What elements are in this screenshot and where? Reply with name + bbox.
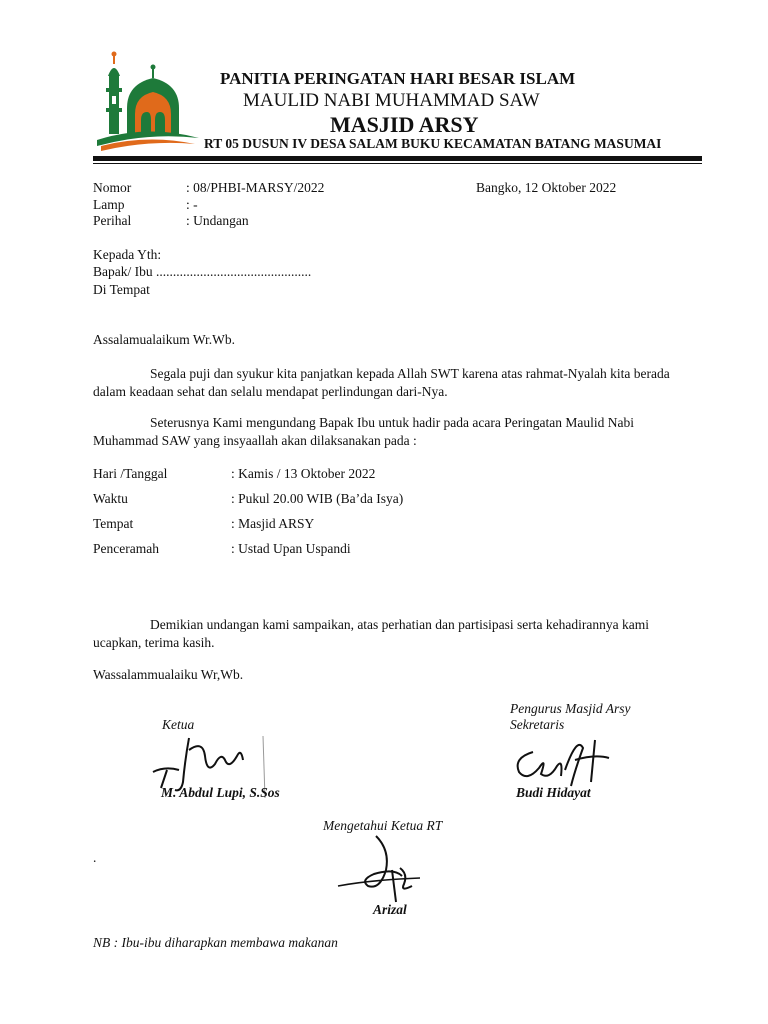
dot-marker: . [93,850,97,865]
detail-value-date: : Kamis / 13 Oktober 2022 [231,466,376,481]
recipient-line3: Di Tempat [93,282,150,297]
detail-label-speaker: Penceramah [93,541,159,556]
paragraph-1: Segala puji dan syukur kita panjatkan kepada Allah SWT karena atas rahmat-Nyalah kita berada dalam keadaan sehat dan selalu mendapat perlindungan dari-Nya. [93,366,670,399]
ketua-name: M. Abdul Lupi, S.Sos [161,785,280,800]
letterhead-title: MASJID ARSY [330,112,479,137]
letterhead-divider-thick [93,156,702,161]
sekretaris-title: Sekretaris [510,717,565,732]
lamp-value: : - [186,197,198,212]
detail-label-time: Waktu [93,491,128,506]
place-date: Bangko, 12 Oktober 2022 [476,180,617,195]
detail-value-place: : Masjid ARSY [231,516,315,531]
paragraph-2: Seterusnya Kami mengundang Bapak Ibu untuk hadir pada acara Peringatan Maulid Nabi Muhammad SAW yang insyaallah akan dilaksanakan pada : [93,415,634,448]
note: NB : Ibu-ibu diharapkan membawa makanan [93,935,338,950]
ketua-rt-signature [330,830,440,910]
lamp-label: Lamp [93,197,125,212]
greeting: Assalamualaikum Wr.Wb. [93,332,236,347]
perihal-label: Perihal [93,213,132,228]
sekretaris-signature [505,730,625,790]
ketua-rt-title: Mengetahui Ketua RT [323,818,443,833]
closing: Wassalammualaiku Wr,Wb. [93,667,244,682]
detail-label-place: Tempat [93,516,134,531]
ketua-title: Ketua [162,717,195,732]
detail-label-date: Hari /Tanggal [93,466,168,481]
letterhead-divider-thin [93,163,702,164]
nomor-value: : 08/PHBI-MARSY/2022 [186,180,325,195]
perihal-value: : Undangan [186,213,249,228]
detail-value-speaker: : Ustad Upan Uspandi [231,541,351,556]
nomor-label: Nomor [93,180,132,195]
ketua-rt-name: Arizal [373,902,407,917]
recipient-line2: Bapak/ Ibu .............................................. [93,264,312,279]
letterhead-line2: MAULID NABI MUHAMMAD SAW [243,90,540,111]
mosque-logo-icon [93,48,203,152]
detail-value-time: : Pukul 20.00 WIB (Ba’da Isya) [231,491,404,506]
organization-title: Pengurus Masjid Arsy [510,701,631,716]
sekretaris-name: Budi Hidayat [516,785,591,800]
paragraph-3: Demikian undangan kami sampaikan, atas perhatian dan partisipasi serta kehadirannya kami ucapkan, terima kasih. [93,617,649,650]
recipient-line1: Kepada Yth: [93,247,162,262]
letterhead-line1: PANITIA PERINGATAN HARI BESAR ISLAM [220,69,576,88]
letterhead-address: RT 05 DUSUN IV DESA SALAM BUKU KECAMATAN BATANG MASUMAI [204,136,662,151]
